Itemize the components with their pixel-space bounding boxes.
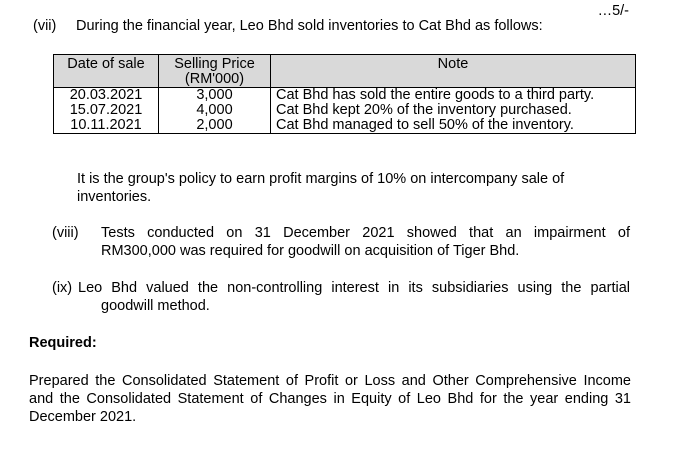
item-ix <box>52 279 632 315</box>
item-ix-line-1: Leo Bhd valued the non-controlling interest in its subsidiaries using the partial <box>78 280 630 296</box>
item-vii <box>33 18 543 34</box>
page-number: …5/- <box>597 3 629 19</box>
table-header-row <box>54 55 636 88</box>
item-ix-line-2: goodwill method. <box>101 298 210 314</box>
table-row <box>54 88 636 104</box>
header-date-of-sale: Date of sale <box>54 55 159 88</box>
header-selling-price-label: Selling Price <box>174 56 255 72</box>
cell-price: 2,000 <box>159 118 271 134</box>
item-ix-label: (ix) <box>52 280 73 296</box>
item-viii-line-1: Tests conducted on 31 December 2021 showed that an impairment of <box>101 225 630 241</box>
policy-line-2: inventories. <box>77 189 152 205</box>
cell-price: 4,000 <box>159 103 271 118</box>
cell-note: Cat Bhd kept 20% of the inventory purchased. <box>271 103 636 118</box>
header-note: Note <box>271 55 636 88</box>
intercompany-policy-paragraph <box>77 170 632 206</box>
item-vii-label: (vii) <box>33 18 57 34</box>
header-selling-price-unit: (RM'000) <box>184 71 245 87</box>
inventory-sales-table <box>53 54 636 134</box>
cell-price: 3,000 <box>159 88 271 104</box>
item-viii-line-2: RM300,000 was required for goodwill on acquisition of Tiger Bhd. <box>101 243 520 259</box>
item-vii-text: During the financial year, Leo Bhd sold inventories to Cat Bhd as follows: <box>76 18 543 34</box>
required-heading: Required: <box>29 335 97 351</box>
table-row <box>54 103 636 118</box>
cell-note: Cat Bhd has sold the entire goods to a third party. <box>271 88 636 104</box>
cell-date: 10.11.2021 <box>54 118 159 134</box>
required-body: Prepared the Consolidated Statement of Profit or Loss and Other Comprehensive Income and the Consolidated Statement of Changes in Equity of Leo Bhd for the year ending 31 December 2021. <box>29 373 631 425</box>
cell-date: 15.07.2021 <box>54 103 159 118</box>
header-selling-price <box>159 55 271 88</box>
item-viii <box>52 224 632 260</box>
item-viii-label: (viii) <box>52 225 79 241</box>
cell-date: 20.03.2021 <box>54 88 159 104</box>
table-row <box>54 118 636 134</box>
cell-note: Cat Bhd managed to sell 50% of the inventory. <box>271 118 636 134</box>
policy-line-1: It is the group's policy to earn profit margins of 10% on intercompany sale of <box>77 171 565 187</box>
